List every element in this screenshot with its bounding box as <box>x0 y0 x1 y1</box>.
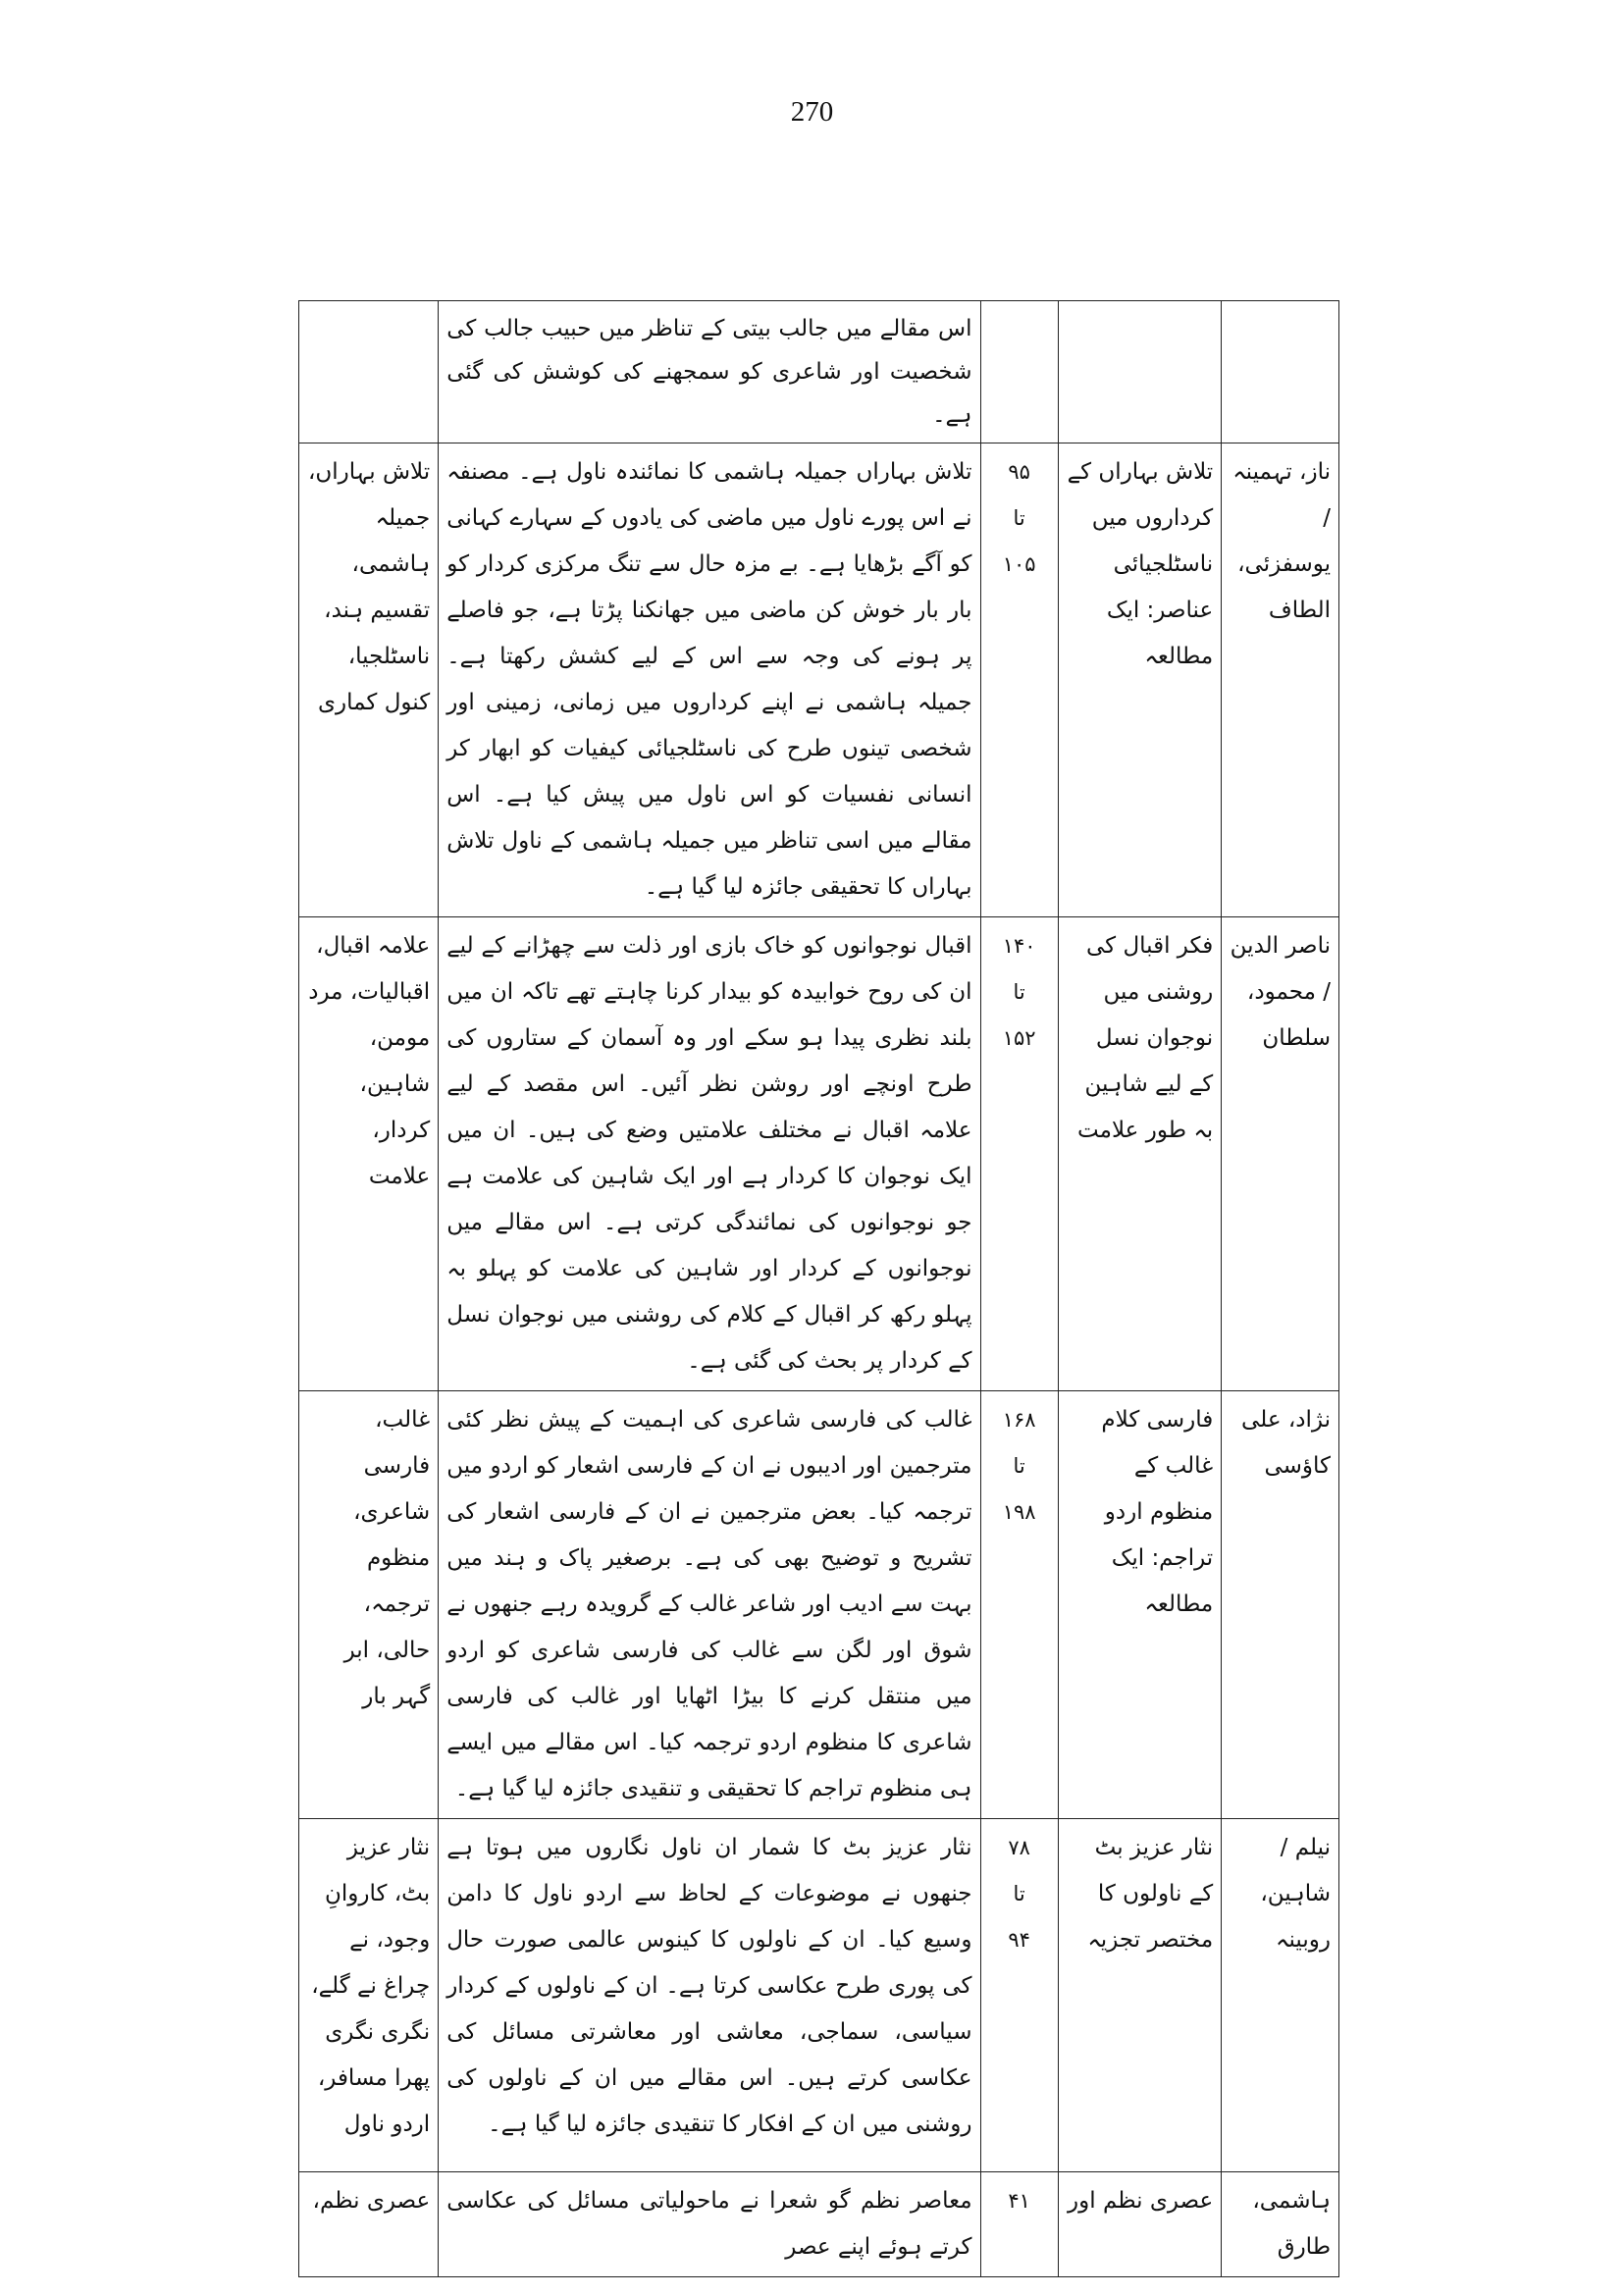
author-cell <box>1222 917 1339 1391</box>
author-cell <box>1222 1391 1339 1819</box>
pages-cell <box>980 1819 1058 2172</box>
pages-to: ۱۰۵ <box>1002 552 1036 576</box>
summary: غالب کی فارسی شاعری کی اہمیت کے پیش نظر کئی مترجمین اور ادیبوں نے ان کے فارسی اشعار کو اردو میں ترجمہ کیا۔ بعض مترجمین نے ان کے فارسی اشعار کی تشریح و توضیح بھی کی ہے۔ برصغیر پاک و ہند میں بہت سے ادیب اور شاعر غالب کے گرویدہ رہے جنھوں نے شوق اور لگن سے غالب کی فارسی شاعری کو اردو میں منتقل کرنے کا بیڑا اٹھایا اور غالب کی فارسی شاعری کا منظوم اردو ترجمہ کیا۔ اس مقالے میں ایسے ہی منظوم تراجم کا تحقیقی و تنقیدی جائزہ لیا گیا ہے۔ <box>446 1407 972 1801</box>
article-title: تلاش بہاراں کے کرداروں میں ناسٹلجیائی عناصر: ایک مطالعہ <box>1067 459 1214 669</box>
keywords: تلاش بہاراں، جمیلہ ہاشمی، تقسیم ہند، ناسٹلجیا، کنول کماری <box>307 459 431 715</box>
summary-cell <box>439 1819 980 2172</box>
pages-cell <box>980 2172 1058 2277</box>
pages-sep: تا <box>1013 1454 1025 1478</box>
table-row <box>299 1391 1339 1819</box>
table-row <box>299 1819 1339 2172</box>
article-title: نثار عزیز بٹ کے ناولوں کا مختصر تجزیہ <box>1087 1835 1214 1953</box>
summary-cell <box>439 1391 980 1819</box>
keywords-cell <box>299 1391 439 1819</box>
summary-cell <box>439 301 980 443</box>
keywords-cell <box>299 443 439 917</box>
article-title-cell <box>1058 2172 1222 2277</box>
keywords-cell <box>299 917 439 1391</box>
summary: معاصر نظم گو شعرا نے ماحولیاتی مسائل کی عکاسی کرتے ہوئے اپنے عصر <box>446 2188 972 2260</box>
article-title-cell <box>1058 1391 1222 1819</box>
pages-to: ۱۵۲ <box>1002 1026 1036 1050</box>
author: ہاشمی، طارق <box>1252 2188 1331 2260</box>
table-body <box>299 301 1339 2277</box>
pages-to: ۱۹۸ <box>1002 1500 1036 1524</box>
table-row <box>299 917 1339 1391</box>
keywords: نثار عزیز بٹ، کاروانِ وجود، نے چراغ نے گلے، نگری نگری پھرا مسافر، اردو ناول <box>311 1835 431 2137</box>
pages-to: ۹۴ <box>1008 1928 1030 1952</box>
keywords: علامہ اقبال، اقبالیات، مرد مومن، شاہین، کردار، علامت <box>308 933 431 1189</box>
index-table <box>298 300 1339 2277</box>
summary-cell <box>439 2172 980 2277</box>
article-title-cell <box>1058 1819 1222 2172</box>
author-cell <box>1222 301 1339 443</box>
keywords: عصری نظم، <box>312 2188 431 2214</box>
summary: اس مقالے میں جالب بیتی کے تناظر میں حبیب جالب کی شخصیت اور شاعری کو سمجھنے کی کوشش کی گئی ہے۔ <box>446 316 972 428</box>
article-title-cell <box>1058 301 1222 443</box>
pages-cell <box>980 1391 1058 1819</box>
summary-cell <box>439 443 980 917</box>
summary: نثار عزیز بٹ کا شمار ان ناول نگاروں میں ہوتا ہے جنھوں نے موضوعات کے لحاظ سے اردو ناول کا دامن وسیع کیا۔ ان کے ناولوں کا کینوس عالمی صورت حال کی پوری طرح عکاسی کرتا ہے۔ ان کے ناولوں کے کردار سیاسی، سماجی، معاشی اور معاشرتی مسائل کی عکاسی کرتے ہیں۔ اس مقالے میں ان کے ناولوں کی روشنی میں ان کے افکار کا تنقیدی جائزہ لیا گیا ہے۔ <box>446 1835 972 2137</box>
article-title: فکر اقبال کی روشنی میں نوجوان نسل کے لیے شاہین بہ طور علامت <box>1077 933 1214 1143</box>
keywords-cell <box>299 1819 439 2172</box>
article-title: فارسی کلام غالب کے منظوم اردو تراجم: ایک مطالعہ <box>1101 1407 1214 1617</box>
keywords-cell <box>299 2172 439 2277</box>
pages-sep: تا <box>1013 506 1025 530</box>
pages-from: ۷۸ <box>1008 1836 1030 1859</box>
table-row <box>299 2172 1339 2277</box>
author-cell <box>1222 1819 1339 2172</box>
author: نژاد، علی کاؤسی <box>1241 1407 1331 1479</box>
pages-from: ۹۵ <box>1008 460 1030 484</box>
pages-cell <box>980 443 1058 917</box>
pages-sep: تا <box>1013 1882 1025 1905</box>
summary: تلاش بہاراں جمیلہ ہاشمی کا نمائندہ ناول ہے۔ مصنفہ نے اس پورے ناول میں ماضی کی یادوں کے سہارے کہانی کو آگے بڑھایا ہے۔ بے مزہ حال سے تنگ مرکزی کردار کو بار بار خوش کن ماضی میں جھانکنا پڑتا ہے، جو فاصلے پر ہونے کی وجہ سے اس کے لیے کشش رکھتا ہے۔ جمیلہ ہاشمی نے اپنے کرداروں میں زمانی، زمینی اور شخصی تینوں طرح کی ناسٹلجیائی کیفیات کو ابھار کر انسانی نفسیات کو اس ناول میں پیش کیا ہے۔ اس مقالے میں اسی تناظر میں جمیلہ ہاشمی کے ناول تلاش بہاراں کا تحقیقی جائزہ لیا گیا ہے۔ <box>446 459 972 900</box>
article-title-cell <box>1058 917 1222 1391</box>
pages-sep: تا <box>1013 980 1025 1004</box>
pages-cell <box>980 917 1058 1391</box>
summary-cell <box>439 917 980 1391</box>
author: ناصر الدین / محمود، سلطان <box>1230 933 1331 1051</box>
article-title-cell <box>1058 443 1222 917</box>
pages-cell <box>980 301 1058 443</box>
page-number: 270 <box>790 96 834 128</box>
pages-from: ۱۴۰ <box>1002 934 1036 958</box>
pages-from: ۴۱ <box>1008 2189 1030 2213</box>
author: نیلم / شاہین، روبینہ <box>1260 1835 1331 1953</box>
pages-from: ۱۶۸ <box>1002 1408 1036 1432</box>
keywords-cell <box>299 301 439 443</box>
table-row <box>299 301 1339 443</box>
author-cell <box>1222 443 1339 917</box>
summary: اقبال نوجوانوں کو خاک بازی اور ذلت سے چھڑانے کے لیے ان کی روح خوابیدہ کو بیدار کرنا چاہتے تھے تاکہ ان میں بلند نظری پیدا ہو سکے اور وہ آسمان کے ستاروں کی طرح اونچے اور روشن نظر آئیں۔ اس مقصد کے لیے علامہ اقبال نے مختلف علامتیں وضع کی ہیں۔ ان میں ایک نوجوان کا کردار ہے اور ایک شاہین کی علامت ہے جو نوجوانوں کی نمائندگی کرتی ہے۔ اس مقالے میں نوجوانوں کے کردار اور شاہین کی علامت کو پہلو بہ پہلو رکھ کر اقبال کے کلام کی روشنی میں نوجوان نسل کے کردار پر بحث کی گئی ہے۔ <box>446 933 972 1374</box>
author: ناز، تہمینہ / یوسفزئی، الطاف <box>1232 459 1331 623</box>
keywords: غالب، فارسی شاعری، منظوم ترجمہ، حالی، ابر گہر بار <box>343 1407 431 1709</box>
author-cell <box>1222 2172 1339 2277</box>
table-row <box>299 443 1339 917</box>
article-title: عصری نظم اور <box>1068 2188 1214 2214</box>
